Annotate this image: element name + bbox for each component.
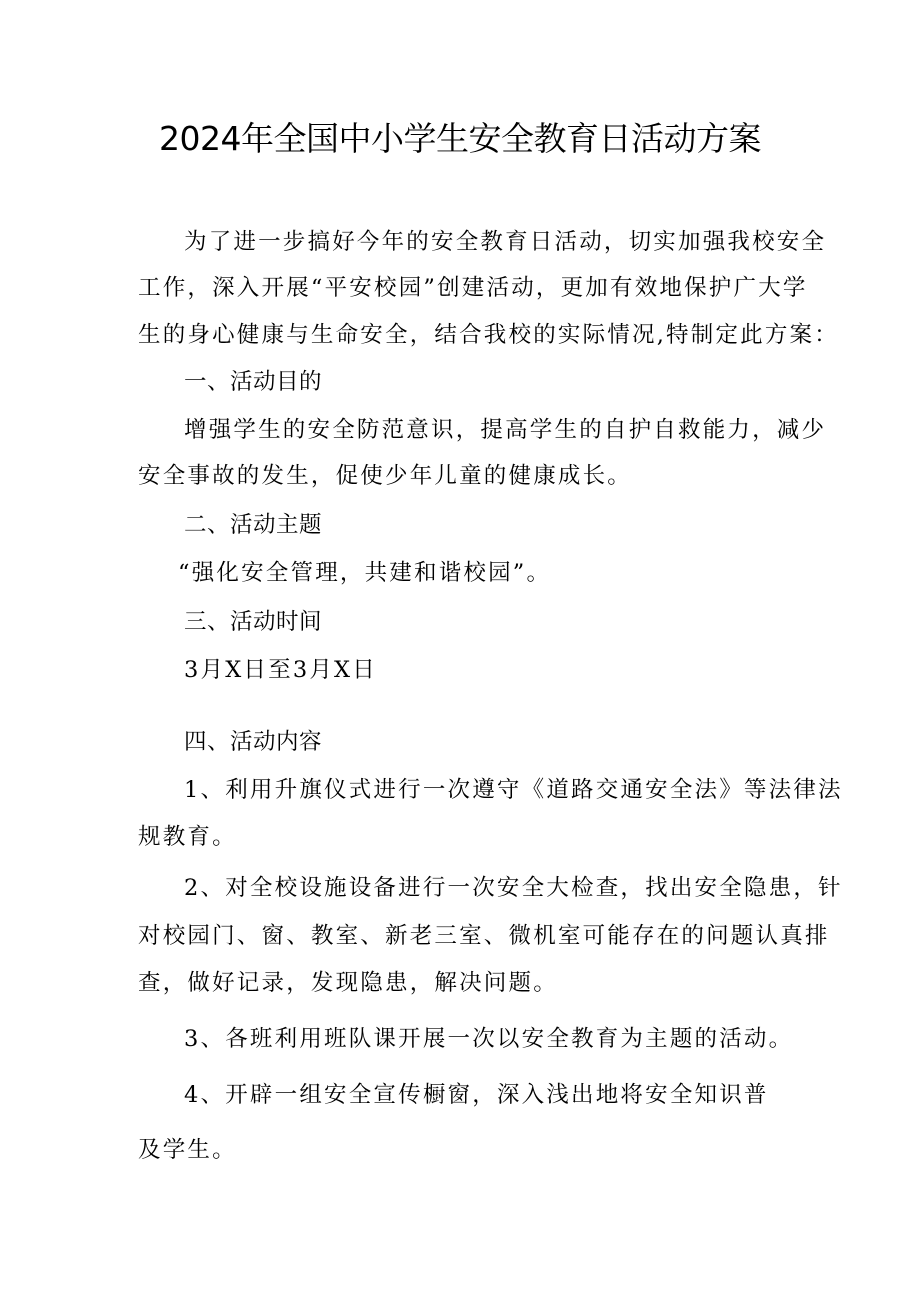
content-item-2-line-3: 查，做好记录，发现隐患，解决问题。: [138, 970, 558, 996]
section-heading-purpose: 一、活动目的: [184, 369, 323, 395]
intro-line-3: 生的身心健康与生命安全，结合我校的实际情况,特制定此方案：: [138, 322, 839, 348]
time-line-1: 3月X日至3月X日: [184, 657, 377, 683]
section-heading-theme: 二、活动主题: [184, 512, 323, 538]
content-item-3-line-1: 3、各班利用班队课开展一次以安全教育为主题的活动。: [184, 1026, 794, 1052]
document-title: 2024年全国中小学生安全教育日活动方案: [159, 119, 761, 158]
intro-line-2: 工作，深入开展“平安校园”创建活动，更加有效地保护广大学: [138, 275, 808, 301]
content-item-1-line-1: 1、利用升旗仪式进行一次遵守《道路交通安全法》等法律法: [184, 777, 843, 803]
theme-line-1: “强化安全管理，共建和谐校园”。: [178, 560, 552, 586]
section-heading-time: 三、活动时间: [184, 609, 323, 635]
content-item-1-line-2: 规教育。: [138, 824, 237, 850]
intro-line-1: 为了进一步搞好今年的安全教育日活动，切实加强我校安全: [184, 229, 827, 255]
content-item-2-line-2: 对校园门、窗、教室、新老三室、微机室可能存在的问题认真排: [138, 923, 830, 949]
content-item-4-line-2: 及学生。: [138, 1137, 237, 1163]
content-item-4-line-1: 4、开辟一组安全宣传橱窗，深入浅出地将安全知识普: [184, 1082, 769, 1108]
content-item-2-line-1: 2、对全校设施设备进行一次安全大检查，找出安全隐患，针: [184, 875, 843, 901]
section-heading-content: 四、活动内容: [184, 729, 323, 755]
purpose-line-1: 增强学生的安全防范意识，提高学生的自护自救能力，减少: [184, 417, 827, 443]
purpose-line-2: 安全事故的发生，促使少年儿童的健康成长。: [138, 463, 633, 489]
